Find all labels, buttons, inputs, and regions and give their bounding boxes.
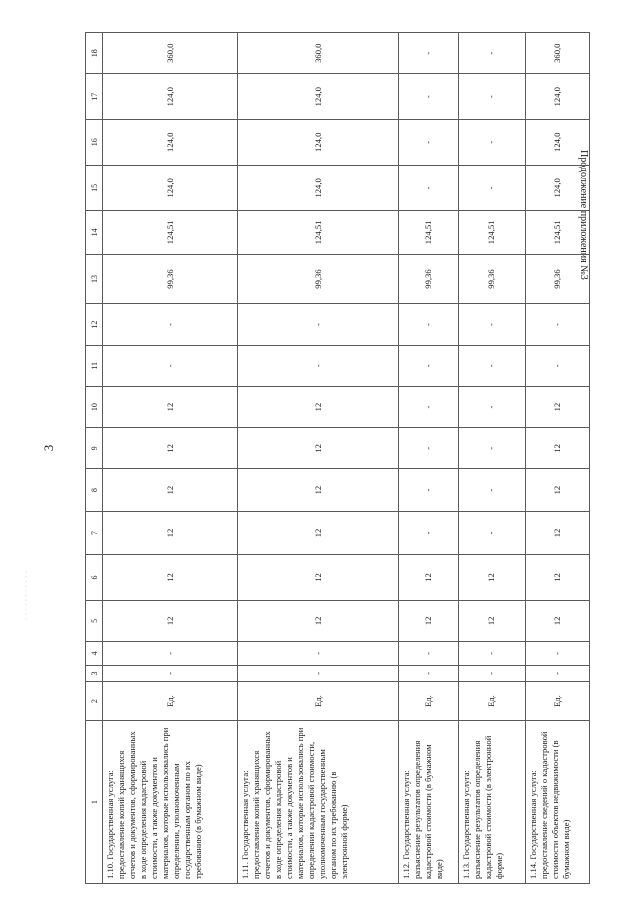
table-cell: - (103, 304, 238, 345)
table-row (526, 33, 590, 884)
table-container (85, 32, 590, 884)
table-cell: 12 (103, 511, 238, 554)
table-cell: 12 (103, 469, 238, 511)
column-header: 8 (86, 469, 103, 511)
table-cell: 12 (399, 555, 459, 601)
column-header: 16 (86, 120, 103, 166)
table-cell: 124,0 (526, 74, 590, 120)
table-cell: 124,51 (238, 211, 399, 254)
table-cell: 12 (238, 469, 399, 511)
table-cell: - (526, 641, 590, 665)
column-header: 10 (86, 386, 103, 427)
table-cell: Ед. (526, 682, 590, 721)
table-cell: 12 (526, 555, 590, 601)
table-cell: 12 (526, 469, 590, 511)
table-cell: Ед. (103, 682, 238, 721)
table-cell: 12 (526, 511, 590, 554)
table-cell: - (458, 304, 526, 345)
table-cell: - (458, 345, 526, 386)
table-cell: Ед. (458, 682, 526, 721)
table-cell: - (458, 165, 526, 211)
table-cell: - (526, 665, 590, 681)
table-cell: 124,0 (238, 120, 399, 166)
table-cell: - (458, 469, 526, 511)
column-header: 1 (86, 721, 103, 884)
table-cell: 360,0 (103, 33, 238, 74)
service-description: 1.13. Государственная услуга: разъяснение результатов определения кадастровой стоимости (в электронной форме) (458, 721, 526, 884)
table-cell: 12 (103, 600, 238, 641)
service-description: 1.12. Государственная услуга: разъяснение результатов определения кадастровой стоимости (в бумажном виде) (399, 721, 459, 884)
table-cell: - (458, 74, 526, 120)
column-header: 14 (86, 211, 103, 254)
column-header: 15 (86, 165, 103, 211)
table-cell: 124,0 (238, 165, 399, 211)
column-header: 11 (86, 345, 103, 386)
table-cell: 12 (399, 600, 459, 641)
table-cell: - (458, 33, 526, 74)
table-cell: - (399, 428, 459, 469)
faint-margin-text: · · · · · · · · · · · (22, 570, 31, 620)
column-header: 2 (86, 682, 103, 721)
table-cell: - (399, 469, 459, 511)
column-header: 17 (86, 74, 103, 120)
service-description: 1.14. Государственная услуга: предоставление сведений о кадастровой стоимости объектов недвижимости (в бумажном виде) (526, 721, 590, 884)
table-cell: - (399, 511, 459, 554)
table-cell: - (399, 665, 459, 681)
table-cell: 124,0 (526, 120, 590, 166)
table-cell: 12 (103, 555, 238, 601)
table-cell: - (103, 665, 238, 681)
column-header: 9 (86, 428, 103, 469)
table-cell: 12 (103, 428, 238, 469)
table-cell: 12 (526, 428, 590, 469)
table-cell: - (526, 345, 590, 386)
table-row (103, 33, 238, 884)
table-cell: 12 (238, 555, 399, 601)
table-cell: 360,0 (526, 33, 590, 74)
table-cell: 124,0 (103, 74, 238, 120)
service-description: 1.11. Государственная услуга: предоставление копий хранящихся отчетов и документов, сформированных в ходе определения кадастровой стоимости, а также документов и материалов, которые использовались при определении кадастровой стоимости, уполномоченным государственным органом по их требованию (в электронной форме) (238, 721, 399, 884)
table-cell: 12 (103, 386, 238, 427)
table-row (399, 33, 459, 884)
table-cell: - (458, 386, 526, 427)
column-header: 5 (86, 600, 103, 641)
table-cell: 99,36 (238, 254, 399, 304)
table-cell: - (399, 345, 459, 386)
table-cell: 12 (458, 555, 526, 601)
table-cell: 99,36 (103, 254, 238, 304)
table-cell: - (458, 428, 526, 469)
column-header: 18 (86, 33, 103, 74)
table-cell: - (238, 345, 399, 386)
column-header: 7 (86, 511, 103, 554)
table-cell: 124,51 (399, 211, 459, 254)
table-cell: 99,36 (458, 254, 526, 304)
table-cell: - (458, 641, 526, 665)
table-cell: - (399, 120, 459, 166)
table-cell: - (458, 511, 526, 554)
table-cell: - (399, 74, 459, 120)
table-cell: - (458, 665, 526, 681)
table-cell: 124,51 (103, 211, 238, 254)
page-number: 3 (41, 444, 56, 452)
appendix-note: Продолжение приложения №3 (578, 150, 589, 280)
table-cell: 12 (458, 600, 526, 641)
table-cell: 12 (526, 386, 590, 427)
table-cell: 12 (238, 428, 399, 469)
table-cell: 124,0 (238, 74, 399, 120)
table-cell: 12 (238, 386, 399, 427)
column-header: 4 (86, 641, 103, 665)
column-header: 3 (86, 665, 103, 681)
table-cell: - (399, 304, 459, 345)
table-cell: - (399, 33, 459, 74)
table-cell: 124,51 (458, 211, 526, 254)
table-cell: 12 (238, 600, 399, 641)
table-cell: 99,36 (399, 254, 459, 304)
table-row (458, 33, 526, 884)
table-cell: - (103, 641, 238, 665)
table-row (238, 33, 399, 884)
table-cell: - (103, 345, 238, 386)
table-cell: 124,0 (103, 120, 238, 166)
column-header: 13 (86, 254, 103, 304)
table-cell: - (238, 641, 399, 665)
table-cell: - (458, 120, 526, 166)
table-cell: 99,36 (526, 254, 590, 304)
service-description: 1.10. Государственная услуга: предоставление копий хранящихся отчетов и документов, сформированных в ходе определения кадастровой стоимости, а также документов и материалов, которые использовались при определении, уполномоченным государственным органом по их требованию (в бумажном виде) (103, 721, 238, 884)
table-cell: 12 (238, 511, 399, 554)
table-header-row (86, 33, 103, 884)
column-header: 6 (86, 555, 103, 601)
table-cell: 360,0 (238, 33, 399, 74)
table-cell: - (399, 641, 459, 665)
table-cell: 124,51 (526, 211, 590, 254)
services-table (85, 32, 590, 884)
table-cell: - (526, 304, 590, 345)
table-cell: 12 (526, 600, 590, 641)
table-cell: Ед. (238, 682, 399, 721)
table-cell: 124,0 (103, 165, 238, 211)
table-cell: - (238, 665, 399, 681)
table-cell: - (238, 304, 399, 345)
table-cell: - (399, 165, 459, 211)
table-cell: Ед. (399, 682, 459, 721)
column-header: 12 (86, 304, 103, 345)
table-cell: 124,0 (526, 165, 590, 211)
table-cell: - (399, 386, 459, 427)
